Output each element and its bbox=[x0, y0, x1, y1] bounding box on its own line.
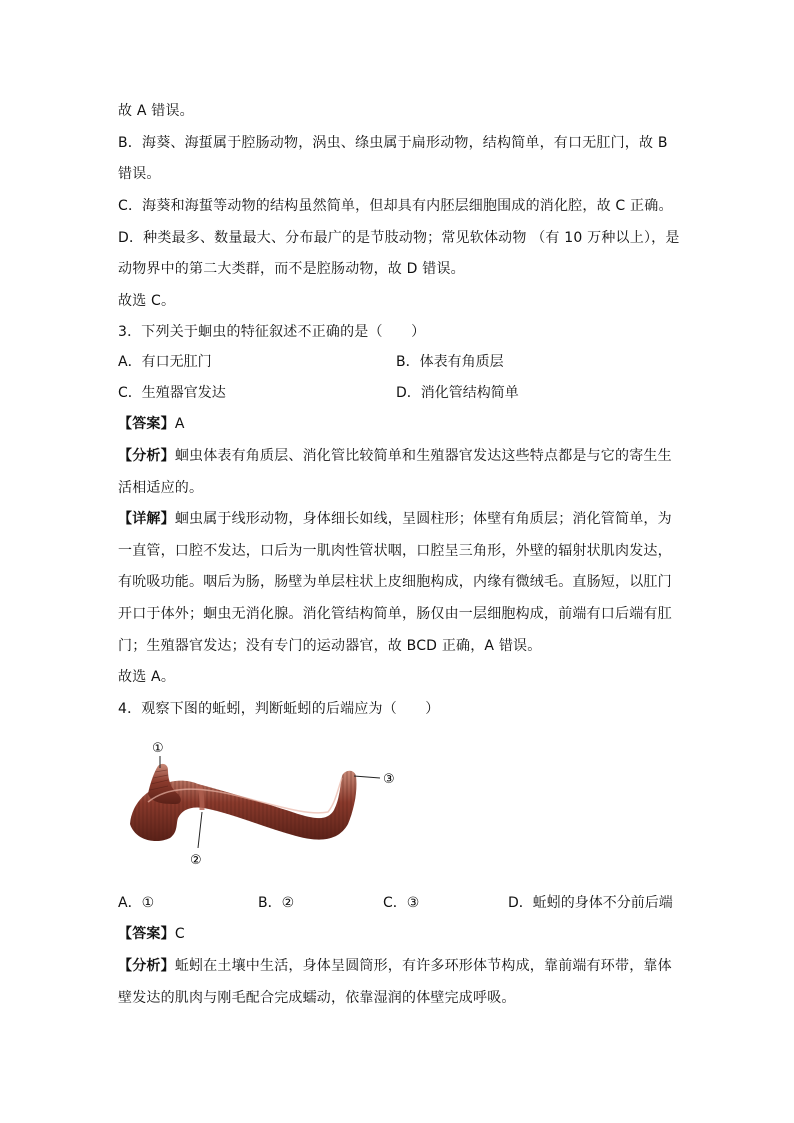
text-line: 门；生殖器官发达；没有专门的运动器官，故 BCD 正确，A 错误。 bbox=[118, 638, 542, 654]
text-line: 有吮吸功能。咽后为肠，肠壁为单层柱状上皮细胞构成，内缘有微绒毛。直肠短，以肛门 bbox=[118, 574, 672, 590]
analysis-text: 蚯蚓在土壤中生活，身体呈圆筒形，有许多环形体节构成，靠前端有环带，靠体 bbox=[174, 958, 672, 974]
answer-label: 【答案】 bbox=[118, 926, 175, 942]
text-line: 故选 C。 bbox=[118, 293, 176, 309]
answer-label: 【答案】 bbox=[118, 416, 175, 432]
figure-label-3: ③ bbox=[383, 772, 395, 787]
q4-option-a: A．① bbox=[118, 895, 155, 911]
leader-line-2 bbox=[198, 812, 202, 848]
text-line: 活相适应的。 bbox=[118, 480, 204, 496]
earthworm-figure bbox=[118, 732, 408, 872]
q4-option-d: D．蚯蚓的身体不分前后端 bbox=[508, 895, 673, 911]
q3-option-c: C．生殖器官发达 bbox=[118, 385, 226, 401]
question-4-stem: 4．观察下图的蚯蚓，判断蚯蚓的后端应为（ ） bbox=[118, 701, 440, 717]
q3-conclusion: 故选 A。 bbox=[118, 669, 176, 685]
q3-option-b: B．体表有角质层 bbox=[396, 354, 504, 370]
analysis-text: 蛔虫体表有角质层、消化管比较简单和生殖器官发达这些特点都是与它的寄生生 bbox=[174, 448, 672, 464]
q4-analysis bbox=[118, 956, 672, 976]
text-line: D．种类最多、数量最大、分布最广的是节肢动物；常见软体动物 （有 10 万种以上），是 bbox=[118, 230, 680, 246]
q3-option-d: D．消化管结构简单 bbox=[396, 385, 519, 401]
q3-detail bbox=[118, 509, 672, 529]
q3-answer bbox=[118, 414, 185, 434]
text-line: 壁发达的肌肉与刚毛配合完成蠕动，依靠湿润的体壁完成呼吸。 bbox=[118, 990, 516, 1006]
figure-label-1: ① bbox=[152, 741, 164, 756]
figure-label-2: ② bbox=[190, 853, 202, 868]
q3-option-a: A．有口无肛门 bbox=[118, 354, 212, 370]
q3-analysis bbox=[118, 446, 672, 466]
q4-option-b: B．② bbox=[258, 895, 295, 911]
analysis-label: 【分析】 bbox=[118, 958, 175, 974]
detail-label: 【详解】 bbox=[118, 511, 175, 527]
text-line: B．海葵、海蜇属于腔肠动物，涡虫、绦虫属于扁形动物，结构简单，有口无肛门，故 B bbox=[118, 135, 668, 151]
text-line: 开口于体外；蛔虫无消化腺。消化管结构简单，肠仅由一层细胞构成，前端有口后端有肛 bbox=[118, 606, 672, 622]
leader-line-3 bbox=[354, 776, 380, 778]
detail-text: 蛔虫属于线形动物，身体细长如线，呈圆柱形；体壁有角质层；消化管简单，为 bbox=[174, 511, 672, 527]
question-3-stem: 3．下列关于蛔虫的特征叙述不正确的是（ ） bbox=[118, 324, 426, 340]
text-line: 错误。 bbox=[118, 166, 161, 182]
answer-value: A bbox=[174, 416, 185, 432]
text-line: 一直管，口腔不发达，口后为一肌肉性管状咽，口腔呈三角形，外壁的辐射状肌肉发达， bbox=[118, 543, 672, 559]
q4-answer bbox=[118, 924, 185, 944]
q4-option-c: C．③ bbox=[383, 895, 420, 911]
text-line: 故 A 错误。 bbox=[118, 103, 194, 119]
answer-value: C bbox=[174, 926, 185, 942]
analysis-label: 【分析】 bbox=[118, 448, 175, 464]
text-line: 动物界中的第二大类群，而不是腔肠动物，故 D 错误。 bbox=[118, 261, 465, 277]
text-line: C．海葵和海蜇等动物的结构虽然简单，但却具有内胚层细胞围成的消化腔，故 C 正确。 bbox=[118, 198, 673, 214]
